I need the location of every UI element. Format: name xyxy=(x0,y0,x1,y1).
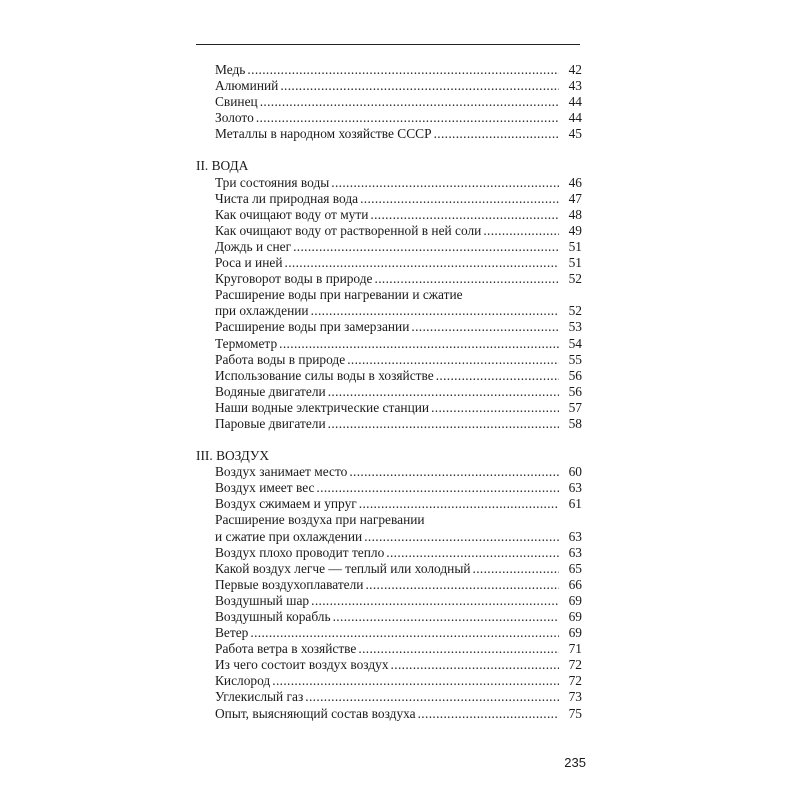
toc-entry-page: 65 xyxy=(568,560,582,576)
toc-entry-title: Воздух плохо проводит тепло xyxy=(215,544,385,560)
dot-leader xyxy=(386,545,559,561)
toc-entry[interactable] xyxy=(196,255,582,271)
toc-entry-title: Круговорот воды в природе xyxy=(215,271,373,287)
dot-leader xyxy=(311,303,559,319)
toc-entry[interactable] xyxy=(196,368,582,384)
dot-leader xyxy=(256,110,559,126)
dot-leader xyxy=(365,577,559,593)
toc-entry-page: 73 xyxy=(568,689,582,705)
toc-entry-page: 60 xyxy=(568,464,582,480)
toc-entry-page: 56 xyxy=(568,367,582,383)
toc-entry-page: 46 xyxy=(568,174,582,190)
dot-leader xyxy=(250,625,559,641)
toc-entry[interactable] xyxy=(196,78,582,94)
toc-entry-page: 52 xyxy=(568,303,582,319)
toc-entry-title: Дождь и снег xyxy=(215,238,292,254)
toc-entry-title: Какой воздух легче — теплый или холодный xyxy=(215,560,471,576)
toc-entry-title: Чиста ли природная вода xyxy=(215,190,359,206)
toc-entry[interactable] xyxy=(196,545,582,561)
toc-entry[interactable] xyxy=(196,400,582,416)
toc-entry-title: Ветер xyxy=(215,625,249,641)
table-of-contents xyxy=(196,62,582,722)
toc-entry-page: 49 xyxy=(568,222,582,238)
toc-entry[interactable] xyxy=(196,223,582,239)
toc-entry[interactable] xyxy=(196,496,582,512)
toc-entry-title: Наши водные электрические станции xyxy=(215,399,430,415)
toc-entry-title: Термометр xyxy=(215,335,278,351)
dot-leader xyxy=(436,368,559,384)
toc-entry-page: 66 xyxy=(568,576,582,592)
toc-entry-page: 69 xyxy=(568,592,582,608)
toc-entry-title: при охлаждении xyxy=(215,303,309,319)
dot-leader xyxy=(359,496,559,512)
toc-entry-page: 52 xyxy=(568,271,582,287)
toc-entry-title: Опыт, выясняющий состав воздуха xyxy=(215,705,416,721)
toc-entry[interactable] xyxy=(196,416,582,432)
toc-entry[interactable] xyxy=(196,641,582,657)
dot-leader xyxy=(279,336,559,352)
toc-entry-title: Воздушный корабль xyxy=(215,609,331,624)
toc-entry-page: 72 xyxy=(568,673,582,689)
section-gap xyxy=(196,142,582,158)
toc-entry-page: 58 xyxy=(568,415,582,431)
toc-entry-title: Использование силы воды в хозяйстве xyxy=(215,367,434,383)
toc-entry-page: 72 xyxy=(568,657,582,673)
toc-entry[interactable] xyxy=(196,287,582,319)
dot-leader xyxy=(360,191,559,207)
toc-entry-page: 63 xyxy=(568,480,582,496)
dot-leader xyxy=(305,689,559,705)
toc-entry-page: 44 xyxy=(568,110,582,126)
toc-entry-title: Работа ветра в хозяйстве xyxy=(215,641,357,657)
toc-entry-page: 43 xyxy=(568,78,582,94)
header-rule xyxy=(196,44,580,45)
dot-leader xyxy=(328,384,559,400)
toc-entry-page: 54 xyxy=(568,335,582,351)
dot-leader xyxy=(260,94,559,110)
toc-entry-page: 51 xyxy=(568,238,582,254)
toc-entry-page: 71 xyxy=(568,641,582,657)
dot-leader xyxy=(293,239,559,255)
toc-entry[interactable] xyxy=(196,62,582,78)
toc-entry-title: Воздух занимает место xyxy=(215,464,348,480)
toc-entry-title: Воздух имеет вес xyxy=(215,480,315,496)
toc-entry-page: 63 xyxy=(568,528,582,544)
section-gap xyxy=(196,432,582,448)
toc-entry-page: 45 xyxy=(568,126,582,142)
toc-entry[interactable] xyxy=(196,625,582,641)
toc-entry-title-line: Расширение воздуха при нагревании xyxy=(215,512,425,528)
section-heading: II. ВОДА xyxy=(196,158,249,174)
toc-entry-page: 61 xyxy=(568,496,582,512)
toc-entry[interactable] xyxy=(196,271,582,287)
toc-entry-page: 69 xyxy=(568,625,582,641)
toc-entry[interactable] xyxy=(196,706,582,722)
dot-leader xyxy=(285,255,560,271)
toc-entry-title: Первые воздухоплаватели xyxy=(215,576,364,592)
toc-entry[interactable] xyxy=(196,352,582,368)
toc-entry-page: 47 xyxy=(568,190,582,206)
toc-entry[interactable] xyxy=(196,577,582,593)
dot-leader xyxy=(349,464,559,480)
toc-entry-title: Паровые двигатели xyxy=(215,415,326,431)
toc-entry-title: Алюминий xyxy=(215,78,279,94)
toc-entry[interactable] xyxy=(196,673,582,689)
toc-entry-title: Расширение воды при замерзании xyxy=(215,319,410,335)
toc-entry-page: 69 xyxy=(568,609,582,624)
toc-entry-title: Три состояния воды xyxy=(215,174,330,190)
dot-leader xyxy=(331,175,559,191)
toc-entry[interactable] xyxy=(196,94,582,110)
dot-leader xyxy=(434,126,559,142)
toc-entry[interactable] xyxy=(196,384,582,400)
toc-entry-page: 55 xyxy=(568,351,582,367)
toc-entry-title: Воздушный шар xyxy=(215,592,310,608)
dot-leader xyxy=(247,62,559,78)
toc-entry-title: Золото xyxy=(215,110,254,126)
toc-entry[interactable] xyxy=(196,207,582,223)
toc-entry-title: Медь xyxy=(215,62,246,77)
toc-entry-page: 63 xyxy=(568,544,582,560)
toc-entry[interactable] xyxy=(196,239,582,255)
dot-leader xyxy=(316,480,559,496)
dot-leader xyxy=(347,352,559,368)
toc-entry-page: 57 xyxy=(568,399,582,415)
dot-leader xyxy=(311,593,559,609)
toc-entry-page: 75 xyxy=(568,705,582,721)
toc-entry-page: 44 xyxy=(568,94,582,110)
dot-leader xyxy=(364,529,559,545)
dot-leader xyxy=(431,400,559,416)
toc-entry[interactable] xyxy=(196,175,582,191)
dot-leader xyxy=(391,657,559,673)
toc-entry[interactable] xyxy=(196,657,582,673)
dot-leader xyxy=(418,706,559,722)
dot-leader xyxy=(411,319,559,335)
toc-entry-page: 56 xyxy=(568,383,582,399)
toc-entry-title: Воздух сжимаем и упруг xyxy=(215,496,357,512)
toc-entry[interactable] xyxy=(196,191,582,207)
toc-entry-title: Работа воды в природе xyxy=(215,351,346,367)
toc-entry[interactable] xyxy=(196,609,582,625)
toc-entry-title-line: Расширение воды при нагревании и сжатие xyxy=(215,287,463,303)
toc-entry-page: 53 xyxy=(568,319,582,335)
dot-leader xyxy=(328,416,559,432)
dot-leader xyxy=(272,673,559,689)
toc-entry[interactable] xyxy=(196,512,582,544)
dot-leader xyxy=(370,207,559,223)
toc-entry-title: Водяные двигатели xyxy=(215,383,326,399)
toc-entry[interactable] xyxy=(196,561,582,577)
toc-entry-title: Как очищают воду от мути xyxy=(215,206,369,222)
section-heading: III. ВОЗДУХ xyxy=(196,448,270,464)
toc-entry[interactable] xyxy=(196,319,582,335)
toc-entry-title: Из чего состоит воздух воздух xyxy=(215,657,389,673)
dot-leader xyxy=(280,78,559,94)
toc-entry-title: Металлы в народном хозяйстве СССР xyxy=(215,126,432,142)
toc-entry-title: Роса и иней xyxy=(215,255,283,271)
page-number: 235 xyxy=(564,755,586,770)
toc-entry-page: 51 xyxy=(568,255,582,271)
dot-leader xyxy=(483,223,559,239)
toc-entry[interactable] xyxy=(196,689,582,705)
toc-entry[interactable] xyxy=(196,336,582,352)
dot-leader xyxy=(358,641,559,657)
toc-entry-title: Как очищают воду от растворенной в ней соли xyxy=(215,222,482,238)
dot-leader xyxy=(333,609,559,625)
toc-entry-title: и сжатие при охлаждении xyxy=(215,528,363,544)
dot-leader xyxy=(473,561,560,577)
toc-entry[interactable] xyxy=(196,480,582,496)
dot-leader xyxy=(375,271,560,287)
toc-entry-title: Углекислый газ xyxy=(215,689,304,705)
toc-entry-page: 42 xyxy=(568,62,582,77)
toc-entry-title: Свинец xyxy=(215,94,258,110)
toc-entry-title: Кислород xyxy=(215,673,271,689)
toc-entry[interactable] xyxy=(196,593,582,609)
toc-entry[interactable] xyxy=(196,110,582,126)
toc-entry[interactable] xyxy=(196,126,582,142)
toc-entry[interactable] xyxy=(196,464,582,480)
toc-entry-page: 48 xyxy=(568,206,582,222)
